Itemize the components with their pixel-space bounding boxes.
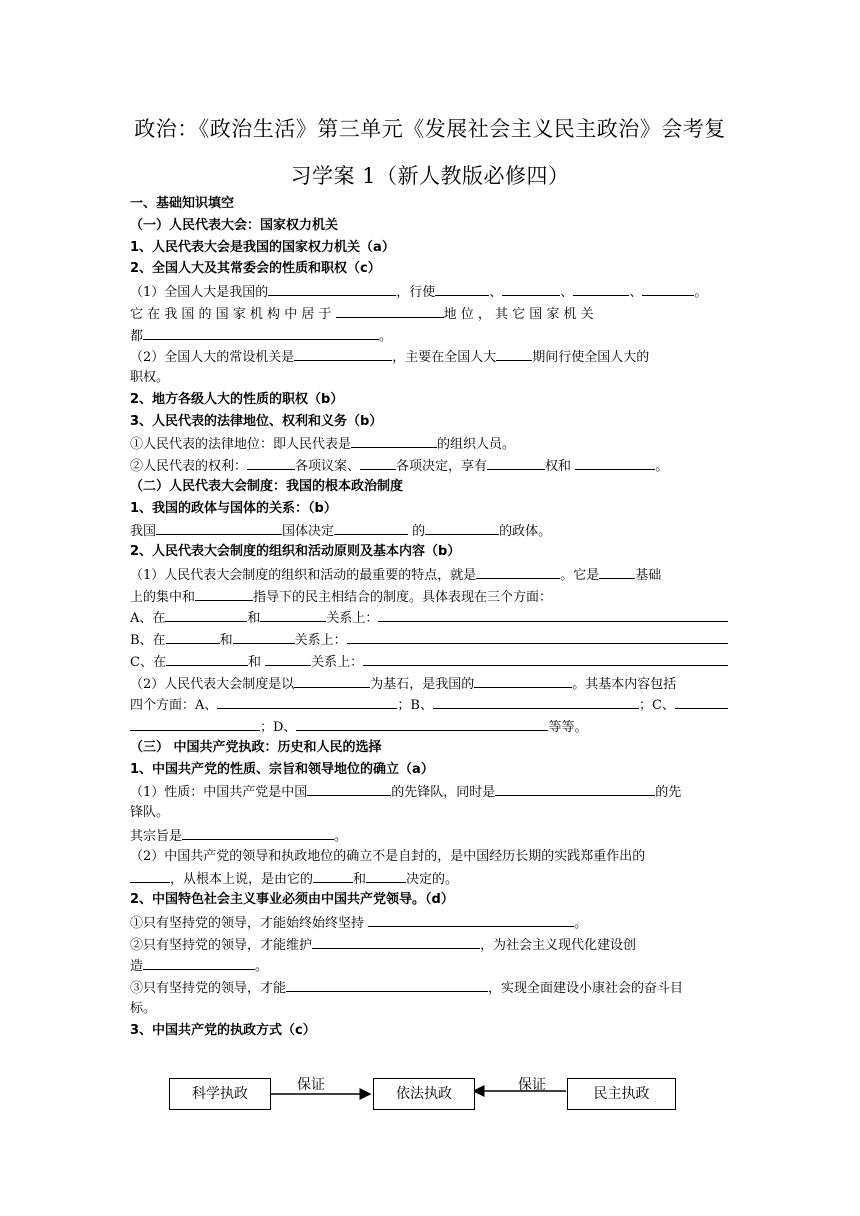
line-text: （1）人民代表大会制度的组织和活动的最重要的特点，就是 (130, 567, 477, 583)
line-text: 和 (219, 633, 233, 648)
line-text: 、 (560, 285, 574, 300)
line-text: 。 (574, 915, 588, 931)
line-text: 的先锋队，同时是 (391, 785, 496, 801)
line-text: 指导下的民主相结合的制度。具体表现在三个方面： (253, 589, 553, 605)
line-text: A、在 (130, 611, 166, 627)
line-text: 造 (130, 959, 144, 975)
line-text: ②人民代表的权利： (130, 459, 248, 474)
line-text: ，从根本上说，是由它的 (170, 872, 314, 888)
line-text: ；B、 (397, 698, 433, 714)
document-title-line-1: 政治：《政治生活》第三单元《发展社会主义民主政治》会考复 (134, 117, 726, 141)
line-text: ；D、 (260, 720, 297, 735)
line-text: 。 (655, 459, 669, 474)
line-text: 关系上： (326, 611, 379, 627)
arrow-label-guarantee-2: 保证 (518, 1077, 546, 1093)
line-text: 。它是 (560, 567, 600, 583)
line-text: 等等。 (548, 720, 588, 735)
line-text: 标。 (130, 1000, 157, 1016)
line-text: （1）性质：中国共产党是中国 (130, 785, 308, 801)
line-text: ；C、 (638, 698, 675, 714)
line-text: 2、全国人大及其常委会的性质和职权（c） (130, 261, 381, 277)
box-scientific-governance: 科学执政 (169, 1078, 271, 1110)
line-text: ，行使 (396, 285, 436, 300)
line-text: （1）全国人大是我国的 (130, 285, 269, 300)
line-text: 各项决定，享有 (396, 459, 488, 474)
line-text: （2）人民代表大会制度是以 (130, 676, 295, 692)
box-law-based-governance: 依法执政 (373, 1078, 475, 1110)
line-text: 关系上： (311, 654, 364, 670)
line-text: 1、人民代表大会是我国的国家权力机关（a） (130, 239, 395, 255)
line-text: 和 (247, 611, 261, 627)
line-text: 1、我国的政体与国体的关系：（b） (130, 500, 337, 516)
line-text: 职权。 (130, 370, 170, 385)
line-text: 基础 (635, 567, 662, 583)
line-text: 为基石，是我国的 (370, 676, 475, 692)
line-text: 国体决定 (282, 524, 335, 540)
line-text: 、 (629, 285, 643, 300)
line-text: 。 (334, 828, 348, 844)
line-text: 我国 (130, 524, 157, 540)
line-text: （二）人民代表大会制度：我国的根本政治制度 (130, 478, 404, 494)
line-text: B、在 (130, 633, 166, 648)
line-text: 2、地方各级人大的性质的职权（b） (130, 391, 344, 407)
line-text: ②只有坚持党的领导，才能维护 (130, 937, 313, 953)
line-text: 都 (130, 328, 144, 344)
box-democratic-governance: 民主执政 (567, 1078, 676, 1110)
line-text: （三） 中国共产党执政：历史和人民的选择 (130, 739, 382, 755)
line-text: 。 (255, 959, 269, 975)
arrow-label-guarantee-1: 保证 (297, 1077, 325, 1093)
document-title-line-2: 习学案 1（新人教版必修四） (290, 164, 570, 188)
line-text: 和 (353, 872, 367, 888)
line-text: ，为社会主义现代化建设创 (480, 937, 637, 953)
line-text: （一）人民代表大会：国家权力机关 (130, 217, 339, 233)
line-text: 和 (247, 654, 266, 670)
line-text: 四个方面：A、 (130, 698, 218, 714)
line-text: 各项议案、 (295, 459, 361, 474)
line-text: ③只有坚持党的领导，才能 (130, 981, 287, 996)
line-text: 决定的。 (406, 872, 459, 888)
line-text: ，主要在全国人大 (392, 350, 497, 366)
line-text: （2）中国共产党的领导和执政地位的确立不是自封的，是中国经历长期的实践郑重作出的 (130, 848, 646, 864)
line-text: 的 (408, 524, 426, 540)
line-text: 上的集中和 (130, 589, 196, 605)
line-text: 权和 (545, 459, 576, 474)
line-text: 的先 (655, 785, 682, 801)
line-text: 期间行使全国人大的 (532, 350, 650, 366)
line-text: ，实现全面建设小康社会的奋斗目 (488, 981, 684, 996)
line-text: 其宗旨是 (130, 828, 183, 844)
line-text: 。其基本内容包括 (572, 676, 677, 692)
line-text: 锋队。 (130, 805, 170, 820)
line-text: 地 位 ， 其 它 国 家 机 关 (443, 306, 594, 322)
line-text: 2、中国特色社会主义事业必须由中国共产党领导。（d） (130, 892, 454, 907)
line-text: 3、人民代表的法律地位、权利和义务（b） (130, 413, 383, 429)
line-text: 。 (694, 285, 708, 300)
line-text: 、 (489, 285, 503, 300)
line-text: 一、基础知识填空 (130, 196, 235, 211)
line-text: 。 (379, 328, 393, 344)
line-text: 关系上： (294, 633, 347, 648)
line-text: 2、人民代表大会制度的组织和活动原则及基本内容（b） (130, 544, 461, 559)
line-text: 的政体。 (499, 524, 552, 540)
line-text: ①人民代表的法律地位：即人民代表是 (130, 437, 352, 453)
line-text: C、在 (130, 654, 166, 670)
line-text: 的组织人员。 (437, 437, 516, 453)
line-text: ①只有坚持党的领导，才能始终始终坚持 (130, 915, 369, 931)
line-text: （2）全国人大的常设机关是 (130, 350, 295, 366)
line-text: 1、中国共产党的性质、宗旨和领导地位的确立（a） (130, 761, 434, 777)
line-text: 它 在 我 国 的 国 家 机 构 中 居 于 (130, 306, 336, 322)
line-text: 3、中国共产党的执政方式（c） (130, 1022, 316, 1038)
